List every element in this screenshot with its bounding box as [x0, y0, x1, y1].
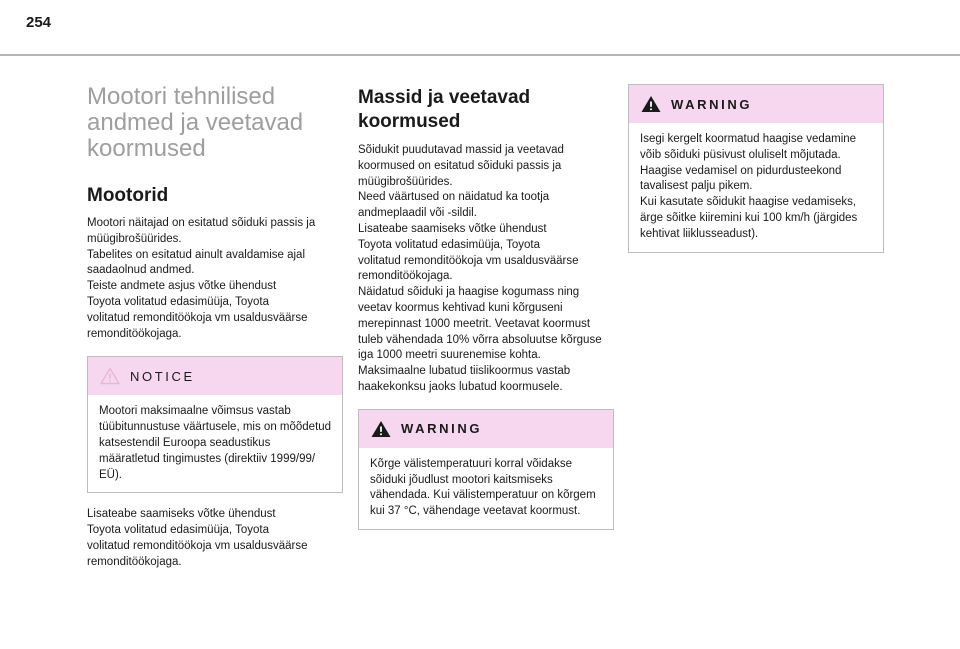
text-line: Kui kasutate sõidukit haagise vedamiseks, — [640, 196, 857, 209]
text-line: veetav koormus kehtivad kuni kõrguseni — [358, 301, 563, 314]
text-line: Toyota volitatud edasimüüja, Toyota — [358, 238, 540, 251]
warning-header — [629, 85, 883, 123]
column-trailer-warning — [628, 84, 884, 253]
warning-box — [628, 84, 884, 253]
masses-paragraph — [358, 143, 614, 396]
text-line: Lisateabe saamiseks võtke ühendust — [358, 222, 547, 235]
further-info-paragraph — [87, 507, 343, 570]
notice-label: NOTICE — [130, 368, 195, 384]
text-line: tuleb vähendada 10% võrra absoluutse kõrguse — [358, 333, 602, 346]
text-line: ärge sõitke kiiremini kui 100 km/h (järgides — [640, 211, 858, 224]
text-line: võib sõiduki püsivust oluliselt mõjutada. — [640, 148, 841, 161]
text-line: Need väärtused on näidatud ka tootja — [358, 191, 550, 204]
warning-triangle-outline-icon — [100, 367, 120, 385]
page-number: 254 — [26, 14, 52, 31]
section-title-line: andmed ja veetavad — [87, 109, 304, 136]
warning-triangle-filled-icon — [371, 420, 391, 438]
notice-body — [88, 395, 342, 492]
text-line: Lisateabe saamiseks võtke ühendust — [87, 508, 276, 521]
text-line: Toyota volitatud edasimüüja, Toyota — [87, 524, 269, 537]
heading-line: koormused — [358, 111, 461, 132]
text-line: tüübitunnustuse väärtusele, mis on mõõdetud — [99, 421, 332, 434]
warning-box — [358, 409, 614, 530]
text-line: vähendada. Kui välistemperatuur on kõrgem — [370, 489, 596, 502]
notice-header — [88, 357, 342, 395]
text-line: remonditöökojaga. — [358, 270, 453, 283]
section-title — [87, 84, 343, 162]
text-line: Maksimaalne lubatud tiislikoormus vastab — [358, 365, 571, 378]
text-line: Mootori näitajad on esitatud sõiduki passis ja — [87, 217, 316, 229]
text-line: iga 1000 meetri suurenemise kohta. — [358, 349, 541, 362]
text-line: Näidatud sõiduki ja haagise kogumass ning — [358, 286, 580, 299]
text-line: müügibrošüürides. — [358, 175, 453, 188]
heading-line: Massid ja veetavad — [358, 87, 531, 108]
engines-paragraph — [87, 216, 343, 342]
text-line: tavalisest palju pikem. — [640, 180, 753, 193]
text-line: Haagise vedamisel on pidurdusteekond — [640, 164, 842, 177]
column-masses — [358, 84, 614, 530]
text-line: volitatud remonditöökoja vm usaldusväärse — [87, 539, 308, 552]
text-line: haakekonksu jaoks lubatud koormusele. — [358, 380, 563, 393]
warning-body — [629, 123, 883, 252]
header-divider — [0, 54, 960, 56]
text-line: Tabelites on esitatud ainult avaldamise ajal — [87, 248, 305, 261]
section-title-line: koormused — [87, 135, 206, 162]
masses-heading — [358, 86, 614, 134]
section-title-line: Mootori tehnilised — [87, 83, 276, 110]
text-line: kui 37 °C, vähendage veetavat koormust. — [370, 505, 581, 518]
warning-body — [359, 448, 613, 529]
text-line: remonditöökojaga. — [87, 555, 182, 568]
text-line: müügibrošüürides. — [87, 232, 182, 245]
text-line: Mootori maksimaalne võimsus vastab — [99, 405, 291, 418]
text-line: volitatud remonditöökoja vm usaldusväärse — [87, 311, 308, 324]
text-line: saadaolnud andmed. — [87, 264, 195, 277]
text-line: andmeplaadil või -sildil. — [358, 207, 477, 220]
text-line: koormused on esitatud sõiduki passis ja — [358, 159, 562, 172]
text-line: Kõrge välistemperatuuri korral võidakse — [370, 457, 572, 470]
notice-box — [87, 356, 343, 493]
text-line: Isegi kergelt koormatud haagise vedamine — [640, 133, 857, 145]
text-line: sõiduki jõudlust mootori kaitsmiseks — [370, 473, 553, 486]
warning-header — [359, 410, 613, 448]
text-line: merepinnast 1000 meetrit. Veetavat koormust — [358, 317, 591, 330]
text-line: Teiste andmete asjus võtke ühendust — [87, 280, 277, 293]
text-line: EÜ). — [99, 468, 122, 481]
text-line: katsestendil Euroopa seadustikus — [99, 436, 271, 449]
text-line: kehtivat liiklusseadust). — [640, 227, 759, 240]
text-line: Sõidukit puudutavad massid ja veetavad — [358, 144, 564, 156]
column-engine — [87, 84, 343, 571]
text-line: Toyota volitatud edasimüüja, Toyota — [87, 295, 269, 308]
warning-label: WARNING — [401, 421, 483, 437]
warning-triangle-filled-icon — [641, 95, 661, 113]
text-line: volitatud remonditöökoja vm usaldusväärse — [358, 254, 579, 267]
text-line: remonditöökojaga. — [87, 327, 182, 340]
warning-label: WARNING — [671, 96, 753, 112]
engines-heading: Mootorid — [87, 185, 169, 206]
text-line: määratletud tingimustes (direktiiv 1999/99/ — [99, 452, 316, 465]
